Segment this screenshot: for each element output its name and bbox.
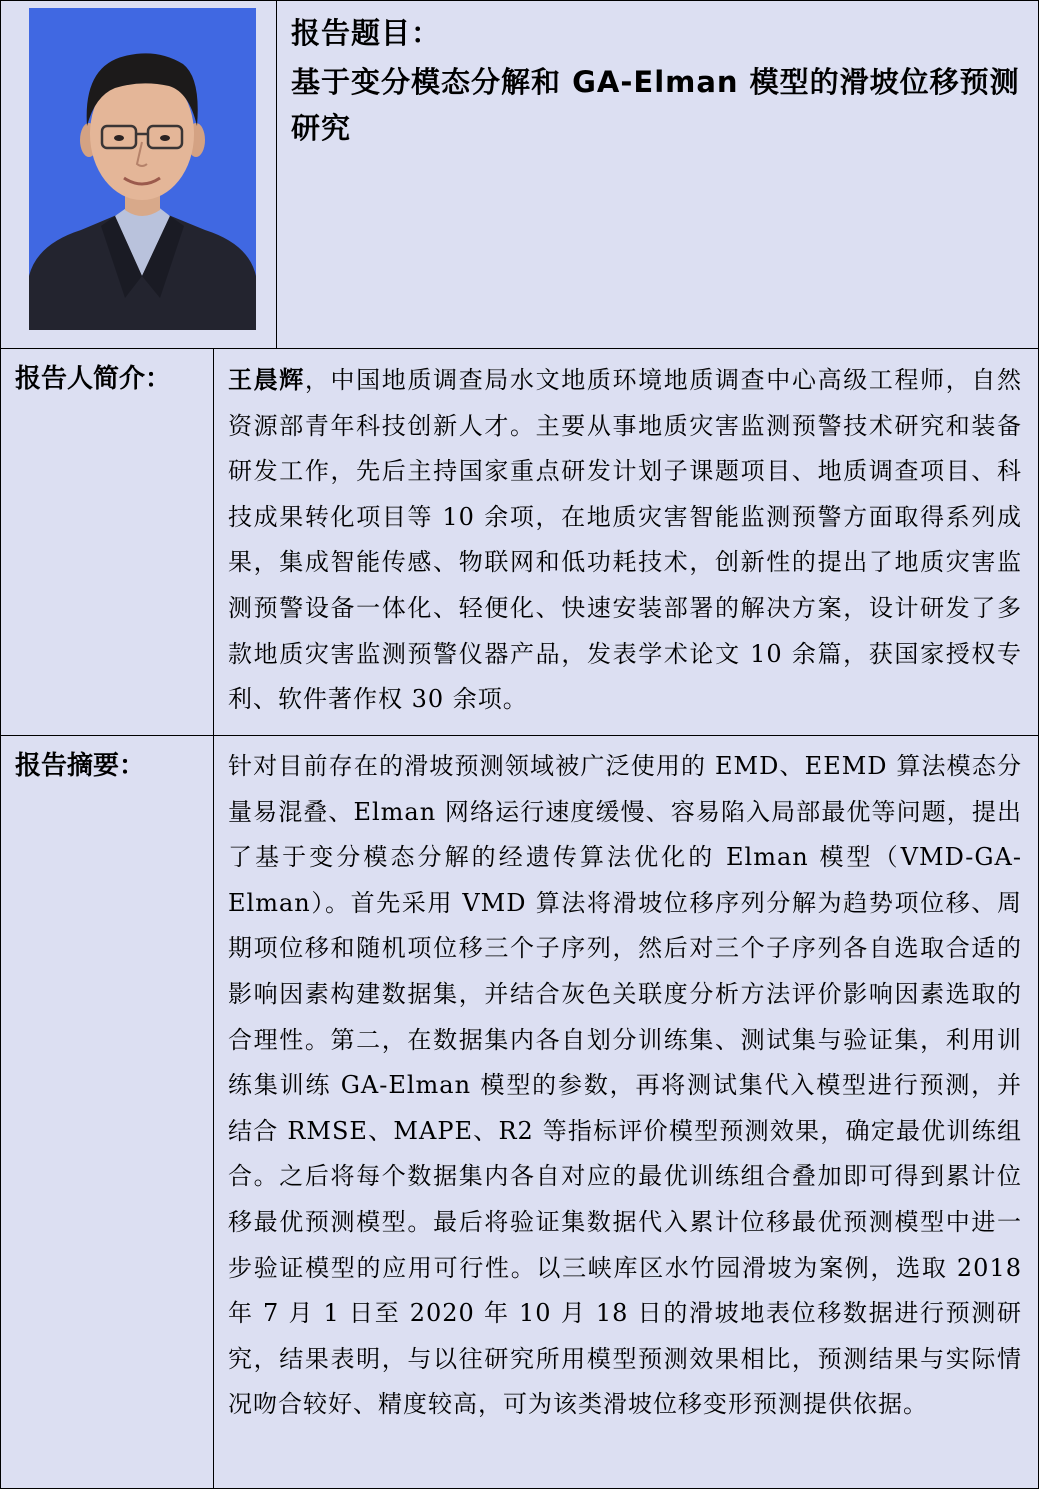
speaker-bio-body: ，中国地质调查局水文地质环境地质调查中心高级工程师，自然资源部青年科技创新人才。主要从事地质灾害监测预警技术研究和装备研发工作，先后主持国家重点研发计划子课题项目、地质调查项目、科技成果转化项目等 10 余项，在地质灾害智能监测预警方面取得系列成果，集成智能传感、物联网和低功耗技术，创新性的提出了地质灾害监测预警设备一体化、轻便化、快速安装部署的解决方案，设计研发了多款地质灾害监测预警仪器产品，发表学术论文 10 余篇，获国家授权专利、软件著作权 30 余项。 bbox=[228, 366, 1023, 714]
abstract-cell bbox=[214, 736, 1038, 1488]
portrait-illustration bbox=[29, 8, 256, 330]
photo-cell bbox=[1, 1, 277, 348]
speaker-bio-cell bbox=[214, 349, 1038, 735]
speaker-name: 王晨辉 bbox=[228, 365, 305, 394]
speaker-bio-row bbox=[1, 349, 1038, 736]
report-title-label: 报告题目： bbox=[291, 16, 442, 50]
speaker-label-cell bbox=[1, 349, 214, 735]
speaker-bio-text bbox=[228, 357, 1022, 723]
speaker-portrait-photo bbox=[29, 8, 256, 330]
title-row bbox=[1, 1, 1038, 349]
report-title-text: 基于变分模态分解和 GA-Elman 模型的滑坡位移预测研究 bbox=[291, 65, 1020, 145]
title-cell bbox=[277, 1, 1038, 348]
abstract-label-cell bbox=[1, 736, 214, 1488]
abstract-text: 针对目前存在的滑坡预测领域被广泛使用的 EMD、EEMD 算法模态分量易混叠、Elman 网络运行速度缓慢、容易陷入局部最优等问题，提出了基于变分模态分解的经遗传算法优化的 Elman 模型（VMD-GA-Elman）。首先采用 VMD 算法将滑坡位移序列分解为趋势项位移、周期项位移和随机项位移三个子序列，然后对三个子序列各自选取合适的影响因素构建数据集，并结合灰色关联度分析方法评价影响因素选取的合理性。第二，在数据集内各自划分训练集、测试集与验证集，利用训练集训练 GA-Elman 模型的参数，再将测试集代入模型进行预测，并结合 RMSE、MAPE、R2 等指标评价模型预测效果，确定最优训练组合。之后将每个数据集内各自对应的最优训练组合叠加即可得到累计位移最优预测模型。最后将验证集数据代入累计位移最优预测模型中进一步验证模型的应用可行性。以三峡库区水竹园滑坡为案例，选取 2018 年 7 月 1 日至 2020 年 10 月 18 日的滑坡地表位移数据进行预测研究，结果表明，与以往研究所用模型预测效果相比，预测结果与实际情况吻合较好、精度较高，可为该类滑坡位移变形预测提供依据。 bbox=[228, 752, 1022, 1419]
abstract-label: 报告摘要： bbox=[15, 751, 146, 781]
speaker-bio-label: 报告人简介： bbox=[15, 364, 172, 394]
abstract-row bbox=[1, 736, 1038, 1488]
